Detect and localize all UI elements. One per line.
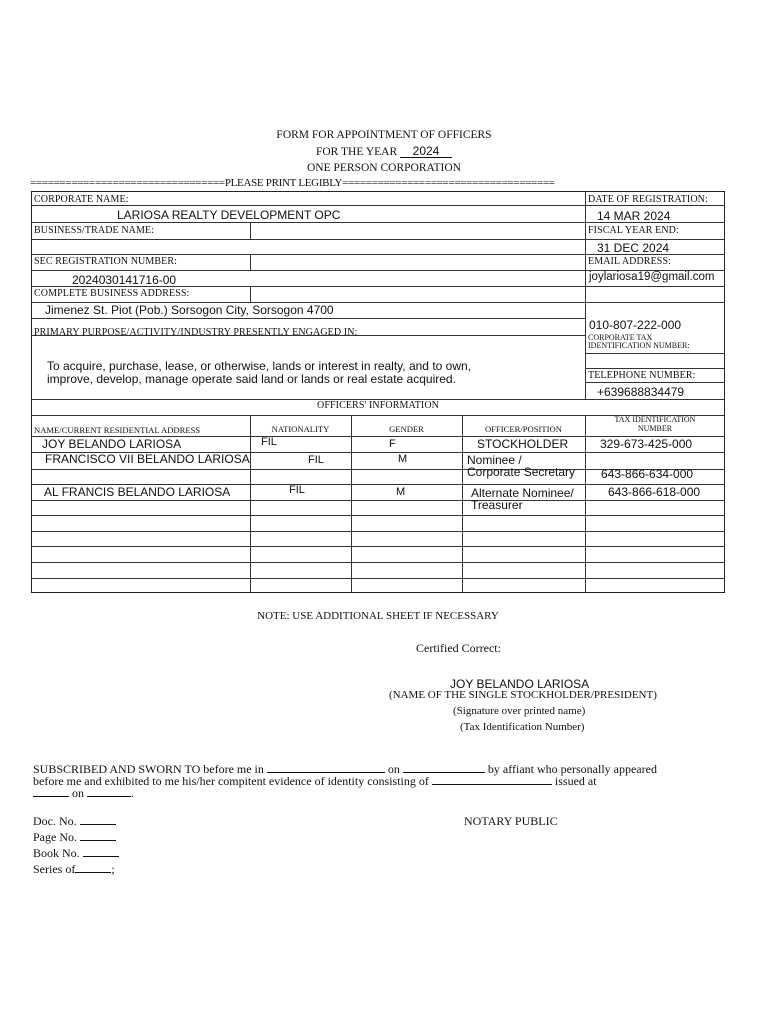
corporate-tin-value: 010-807-222-000: [589, 318, 682, 332]
purpose-text-line1: To acquire, purchase, lease, or otherwise, lands or interest in realty, and to own,: [47, 359, 472, 373]
sworn-line2-text: before me and exhibited to me his/her compitent evidence of identity consisting of: [33, 774, 429, 788]
identity-evidence-blank[interactable]: [432, 784, 552, 785]
col-header-tin: [585, 415, 725, 433]
signatory-caption: (NAME OF THE SINGLE STOCKHOLDER/PRESIDENT): [389, 689, 657, 701]
telephone-value: +639688834479: [597, 385, 685, 399]
col-header-tin-line2: NUMBER: [637, 424, 673, 433]
officer-3-name: AL FRANCIS BELANDO LARIOSA: [44, 485, 231, 499]
issued-on-label: on: [72, 786, 84, 800]
book-no-blank[interactable]: [83, 856, 119, 857]
corporate-tin-label: [588, 333, 690, 350]
officer-2-nationality: FIL: [308, 454, 324, 466]
email-value: joylariosa19@gmail.com: [589, 271, 715, 283]
doc-no-label: Doc. No.: [33, 814, 77, 828]
business-name-label: BUSINESS/TRADE NAME:: [34, 225, 155, 236]
business-address-label: COMPLETE BUSINESS ADDRESS:: [34, 288, 190, 299]
date-registration-label: DATE OF REGISTRATION:: [588, 194, 708, 205]
officer-2-tin: 643-866-634-000: [601, 467, 694, 481]
print-legibly-separator: =================================PLEASE PRINT LEGIBLY====================================: [30, 177, 555, 189]
year-line: [0, 145, 768, 158]
officer-2-gender: M: [398, 453, 408, 465]
officer-1-nationality: FIL: [261, 436, 277, 448]
officers-section-title: OFFICERS' INFORMATION: [317, 400, 439, 411]
officer-1-name: JOY BELANDO LARIOSA: [42, 437, 182, 451]
page-no-blank[interactable]: [80, 840, 116, 841]
officer-2-position-line2: Corporate Secretary: [467, 465, 576, 479]
signatory-name: JOY BELANDO LARIOSA: [450, 677, 590, 691]
col-header-nationality: NATIONALITY: [271, 424, 330, 434]
fiscal-year-end-label: FISCAL YEAR END:: [588, 225, 679, 236]
officer-3-position-line2: Treasurer: [471, 498, 523, 512]
series-of-line: Series of ;: [33, 862, 115, 876]
primary-purpose-label: PRIMARY PURPOSE/ACTIVITY/INDUSTRY PRESENTLY ENGAGED IN:: [34, 327, 358, 338]
notary-public-label: NOTARY PUBLIC: [464, 814, 558, 828]
officer-3-nationality: FIL: [289, 484, 305, 496]
doc-no-line: [33, 814, 116, 829]
issued-at-label: issued at: [554, 774, 597, 788]
sworn-part3: by affiant who personally appeared: [487, 762, 657, 776]
purpose-text-line2: improve, develop, manage operate said land or lands or real estate acquired.: [47, 372, 456, 386]
tin-caption: (Tax Identification Number): [460, 721, 585, 733]
officer-3-tin: 643-866-618-000: [608, 485, 701, 499]
sworn-part2: on: [387, 762, 400, 776]
issued-on-blank[interactable]: [87, 796, 131, 797]
sec-registration-label: SEC REGISTRATION NUMBER:: [34, 256, 177, 267]
book-no-line: [33, 846, 119, 861]
sworn-part1: SUBSCRIBED AND SWORN TO before me in: [33, 762, 264, 776]
certified-correct-label: Certified Correct:: [416, 641, 501, 655]
year-value: 2024: [400, 145, 452, 158]
form-subtitle: ONE PERSON CORPORATION: [307, 162, 461, 174]
officer-1-tin: 329-673-425-000: [600, 437, 693, 451]
issued-at-blank[interactable]: [33, 796, 69, 797]
officer-3-position-line1: Alternate Nominee/: [471, 486, 574, 500]
series-of-label: Series of: [33, 862, 76, 876]
business-address-value: Jimenez St. Piot (Pob.) Sorsogon City, Sorsogon 4700: [45, 303, 334, 317]
sec-registration-value: 2024030141716-00: [72, 273, 177, 287]
series-of-blank[interactable]: [75, 872, 111, 873]
sworn-date-blank[interactable]: [403, 772, 485, 773]
officer-2-position-line1: Nominee /: [467, 453, 522, 467]
col-header-name: NAME/CURRENT RESIDENTIAL ADDRESS: [34, 425, 201, 435]
doc-no-blank[interactable]: [80, 824, 116, 825]
col-header-tin-line1: TAX IDENTIFICATION: [614, 415, 696, 424]
corporate-name-label: CORPORATE NAME:: [34, 194, 129, 205]
signature-caption: (Signature over printed name): [453, 705, 586, 717]
form-title: FORM FOR APPOINTMENT OF OFFICERS: [276, 129, 492, 141]
page-no-label: Page No.: [33, 830, 77, 844]
page-no-line: [33, 830, 116, 845]
telephone-label: TELEPHONE NUMBER:: [588, 370, 696, 381]
col-header-gender: GENDER: [389, 424, 424, 434]
corporate-name-value: LARIOSA REALTY DEVELOPMENT OPC: [117, 208, 341, 222]
sworn-place-blank[interactable]: [267, 772, 385, 773]
officer-2-name: FRANCISCO VII BELANDO LARIOSA: [45, 452, 250, 466]
additional-sheet-note: NOTE: USE ADDITIONAL SHEET IF NECESSARY: [257, 610, 499, 622]
corporate-tin-label-line1: CORPORATE TAX: [588, 333, 653, 342]
corporate-tin-label-line2: IDENTIFICATION NUMBER:: [588, 341, 690, 350]
year-label: FOR THE YEAR: [315, 146, 398, 158]
fiscal-year-end-value: 31 DEC 2024: [597, 241, 670, 255]
col-header-position: OFFICER/POSITION: [485, 424, 562, 434]
date-registration-value: 14 MAR 2024: [597, 209, 671, 223]
officer-3-gender: M: [396, 486, 406, 498]
email-label: EMAIL ADDRESS:: [588, 256, 671, 267]
officer-1-gender: F: [389, 438, 396, 450]
sworn-statement-line3: on .: [33, 786, 134, 801]
officer-1-position: STOCKHOLDER: [477, 437, 569, 451]
book-no-label: Book No.: [33, 846, 80, 860]
